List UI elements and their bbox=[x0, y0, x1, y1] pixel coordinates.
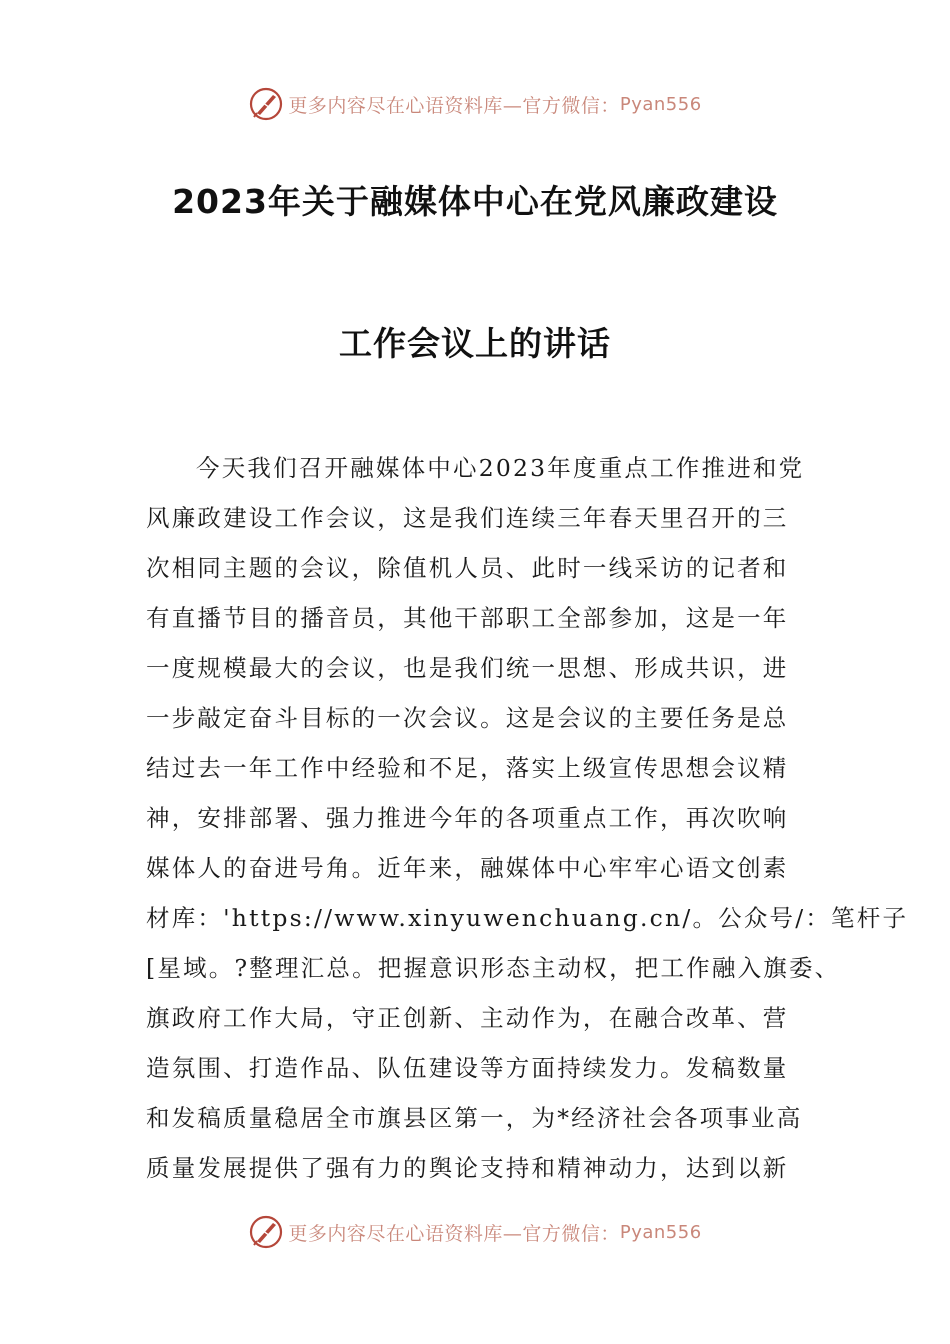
body-line: 一度规模最大的会议，也是我们统一思想、形成共识，进 bbox=[146, 654, 789, 682]
body-line: 材库：'https://www.xinyuwenchuang.cn/。公众号/：笔杆子 bbox=[146, 904, 909, 932]
header-watermark bbox=[0, 84, 950, 124]
body-line: 媒体人的奋进号角。近年来，融媒体中心牢牢心语文创素 bbox=[146, 854, 789, 882]
footer-watermark bbox=[0, 1212, 950, 1252]
body-line: 有直播节目的播音员，其他干部职工全部参加，这是一年 bbox=[146, 604, 789, 632]
body-line: 结过去一年工作中经验和不足，落实上级宣传思想会议精 bbox=[146, 754, 789, 782]
document-body bbox=[146, 448, 909, 1198]
body-line: 神，安排部署、强力推进今年的各项重点工作，再次吹响 bbox=[146, 804, 789, 832]
document-title-line-2: 工作会议上的讲话 bbox=[339, 324, 611, 363]
body-line: [星域。?整理汇总。把握意识形态主动权，把工作融入旗委、 bbox=[146, 954, 841, 982]
watermark-text: 更多内容尽在心语资料库—官方微信： bbox=[288, 94, 620, 117]
body-line: 今天我们召开融媒体中心2023年度重点工作推进和党 bbox=[196, 454, 805, 482]
body-line: 旗政府工作大局，守正创新、主动作为，在融合改革、营 bbox=[146, 1004, 789, 1032]
body-line: 造氛围、打造作品、队伍建设等方面持续发力。发稿数量 bbox=[146, 1054, 789, 1082]
watermark-wechat-id: Pyan556 bbox=[619, 93, 702, 115]
quill-logo-icon bbox=[248, 1214, 284, 1250]
watermark-wechat-id: Pyan556 bbox=[619, 1221, 702, 1243]
body-line: 风廉政建设工作会议，这是我们连续三年春天里召开的三 bbox=[146, 504, 789, 532]
body-line: 和发稿质量稳居全市旗县区第一，为*经济社会各项事业高 bbox=[146, 1104, 803, 1132]
watermark-text: 更多内容尽在心语资料库—官方微信： bbox=[288, 1222, 620, 1245]
document-title-line-1: 2023年关于融媒体中心在党风廉政建设 bbox=[172, 182, 778, 221]
quill-logo-icon bbox=[248, 86, 284, 122]
body-line: 质量发展提供了强有力的舆论支持和精神动力，达到以新 bbox=[146, 1154, 789, 1182]
body-line: 一步敲定奋斗目标的一次会议。这是会议的主要任务是总 bbox=[146, 704, 789, 732]
body-line: 次相同主题的会议，除值机人员、此时一线采访的记者和 bbox=[146, 554, 789, 582]
